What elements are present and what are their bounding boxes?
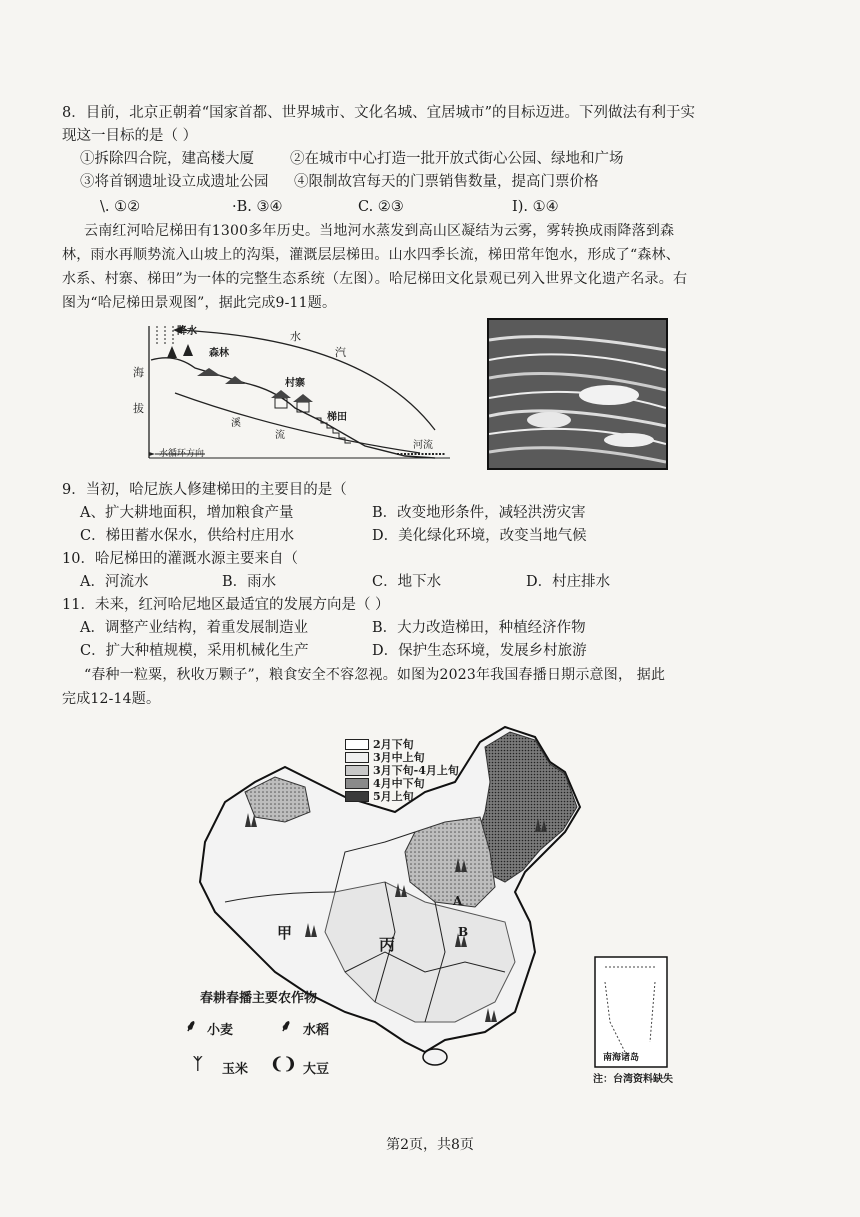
label-rain: 降水 [177, 326, 197, 337]
q8-option-c: C. ②③ [358, 199, 404, 215]
q8-option-a: \. ①② [100, 199, 141, 215]
rice-icon: ⸙ [280, 1016, 293, 1035]
q8-stem-line1: 8．目前，北京正朝着“国家首都、世界城市、文化名城、宜居城市”的目标迈进。下列做法有利于实 [62, 105, 696, 121]
intro1-line1: 云南红河哈尼梯田有1300多年历史。当地河水蒸发到高山区凝结为云雾，雾转换成雨降落到森 [84, 223, 675, 239]
inset-label: 南海诸岛 [603, 1053, 640, 1063]
label-vapor-2: 汽 [335, 346, 346, 359]
q11-option-c: C．扩大种植规模，采用机械化生产 [80, 643, 309, 659]
intro1-line4: 图为“哈尼梯田景观图”，据此完成9-11题。 [62, 295, 337, 311]
q9-option-a: A、扩大耕地面积，增加粮食产量 [80, 505, 294, 521]
terrace-landscape-svg [489, 320, 666, 468]
q10-stem: 10．哈尼梯田的灌溉水源主要来自（ [62, 551, 298, 567]
map-label-jia: 甲 [277, 924, 293, 942]
legend-swatch-4 [345, 778, 369, 789]
q10-option-d: D．村庄排水 [526, 574, 611, 590]
map-label-b: B [458, 925, 469, 939]
legend-swatch-1 [345, 739, 369, 750]
label-river: 河流 [413, 440, 433, 451]
crop-label-wheat: 小麦 [207, 1023, 234, 1038]
water-cycle-diagram [135, 318, 465, 468]
q8-item-4: ④限制故宫每天的门票销售数量，提高门票价格 [294, 174, 599, 190]
label-village: 村寨 [285, 378, 305, 389]
soybean-icon: ❨❩ [270, 1054, 297, 1073]
q9-option-b: B．改变地形条件，减轻洪涝灾害 [372, 505, 586, 521]
page-footer: 第2页，共8页 [386, 1137, 474, 1153]
map-note: 注：台湾资料缺失 [593, 1074, 673, 1085]
q8-item-1: ①拆除四合院，建高楼大厦 [80, 151, 254, 167]
legend-swatch-3 [345, 765, 369, 776]
intro1-line3: 水系、村寨、梯田”为一体的完整生态系统（左图）。哈尼梯田文化景观已列入世界文化遗产名录。右 [62, 271, 688, 287]
q10-option-c: C．地下水 [372, 574, 442, 590]
q8-item-3: ③将首钢遗址设立成遗址公园 [80, 174, 269, 190]
crops-title: 春耕春播主要农作物 [200, 991, 318, 1006]
terrace-landscape-image [487, 318, 668, 470]
legend-swatch-2 [345, 752, 369, 763]
label-vapor-1: 水 [290, 330, 301, 343]
label-cycle-direction: 水循环方向 [159, 449, 205, 459]
intro2-line1: “春种一粒粟，秋收万颗子”，粮食安全不容忽视。如图为2023年我国春播日期示意图， 据此 [84, 667, 666, 683]
crop-label-soybean: 大豆 [303, 1062, 330, 1077]
label-terrace: 梯田 [327, 412, 347, 423]
q10-option-a: A．河流水 [80, 574, 149, 590]
q11-stem: 11．未来，红河哈尼地区最适宜的发展方向是（ ） [62, 597, 390, 613]
q8-stem-line2: 现这一目标的是（ ） [62, 128, 198, 144]
q8-item-2: ②在城市中心打造一批开放式街心公园、绿地和广场 [290, 151, 624, 167]
q11-option-a: A．调整产业结构，着重发展制造业 [80, 620, 308, 636]
q9-stem: 9．当初，哈尼族人修建梯田的主要目的是（ [62, 482, 347, 498]
q10-option-b: B．雨水 [222, 574, 277, 590]
q11-option-d: D．保护生态环境，发展乡村旅游 [372, 643, 587, 659]
label-stream-2: 流 [275, 430, 285, 441]
legend-swatch-5 [345, 791, 369, 802]
intro2-line2: 完成12-14题。 [62, 691, 161, 707]
crop-label-rice: 水稻 [303, 1023, 330, 1038]
map-label-bing: 丙 [379, 935, 396, 954]
intro1-line2: 林，雨水再顺势流入山坡上的沟渠，灌溉层层梯田。山水四季长流，梯田常年饱水，形成了“森林、 [62, 247, 680, 263]
corn-icon: ᛉ [193, 1054, 203, 1073]
q9-option-c: C．梯田蓄水保水，供给村庄用水 [80, 528, 295, 544]
map-label-a: A [453, 894, 463, 908]
q11-option-b: B．大力改造梯田，种植经济作物 [372, 620, 586, 636]
q8-option-b: ·B. ③④ [232, 199, 283, 215]
crop-label-corn: 玉米 [222, 1062, 249, 1077]
q9-option-d: D．美化绿化环境，改变当地气候 [372, 528, 587, 544]
label-altitude-1: 海 [133, 366, 144, 379]
spring-sowing-map: 2月下旬 3月中上旬 3月下旬-4月上旬 4月中下旬 5月上旬 甲 丙 A B 春耕春播主要农作物 ⸙ 小麦 ⸙ 水稻 ᛉ 玉米 ❨❩ 大豆 南海诸岛 注：台湾资料缺失 [185, 722, 680, 1084]
label-stream-1: 溪 [231, 418, 241, 429]
label-altitude-2: 拔 [133, 402, 144, 415]
label-forest: 森林 [209, 348, 229, 359]
wheat-icon: ⸙ [185, 1016, 198, 1035]
q8-option-d: I). ①④ [512, 199, 559, 215]
